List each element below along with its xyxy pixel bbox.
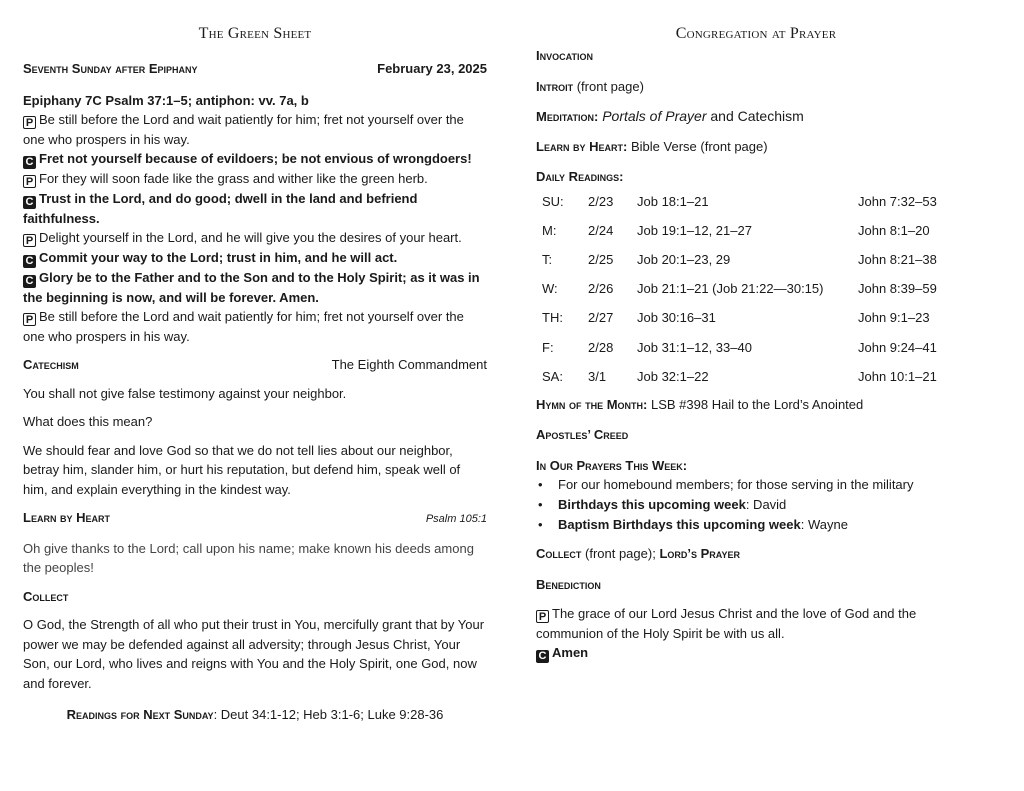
- sunday-date: February 23, 2025: [377, 61, 487, 76]
- daily-readings-label: Daily Readings:: [536, 169, 624, 184]
- reading-day: M:: [542, 222, 557, 238]
- pastor-mark-icon: P: [23, 116, 36, 129]
- reading-nt: John 9:24–41: [858, 339, 937, 355]
- prayer-item: [536, 495, 976, 515]
- collect-prayer-line: [536, 544, 976, 564]
- reading-nt: John 9:1–23: [858, 310, 930, 326]
- prayer-item-text: : Wayne: [800, 517, 848, 533]
- reading-ot: Job 30:16–31: [637, 310, 716, 326]
- reading-row: [542, 245, 968, 274]
- benediction-pastor: [536, 604, 976, 643]
- reading-date: 2/27: [588, 310, 614, 326]
- congregation-mark-icon: C: [536, 650, 549, 663]
- psalm-line-text: Be still before the Lord and wait patiently for him; fret not yourself over the one who prospers in his way.: [23, 309, 464, 344]
- psalm-line-text: Trust in the Lord, and do good; dwell in the land and befriend faithfulness.: [23, 190, 418, 226]
- prayer-item-text: For our homebound members; for those serving in the military: [558, 477, 914, 493]
- reading-ot: Job 21:1–21 (Job 21:22—30:15): [637, 281, 824, 297]
- commandment-text: You shall not give false testimony against your neighbor.: [23, 385, 347, 401]
- reading-nt: John 8:1–20: [858, 222, 930, 238]
- congregation-mark-icon: C: [23, 196, 36, 209]
- congregation-mark-icon: C: [23, 156, 36, 169]
- reading-ot: Job 32:1–22: [637, 368, 709, 384]
- introit-label: Introit: [536, 78, 574, 94]
- reading-nt: John 8:21–38: [858, 251, 937, 267]
- collect-label: Collect: [23, 588, 69, 604]
- psalm-line-text: Glory be to the Father and to the Son and to the Holy Spirit; as it was in the beginning is now, and will be forever. Amen.: [23, 269, 480, 305]
- psalm-line: [23, 228, 487, 248]
- pastor-mark-icon: P: [23, 175, 36, 188]
- reading-date: 3/1: [588, 368, 607, 384]
- catechism-question: What does this mean?: [23, 414, 153, 429]
- next-sunday-label: Readings for Next Sunday: [66, 707, 214, 722]
- invocation-label: Invocation: [536, 48, 593, 63]
- psalm-line-text: Be still before the Lord and wait patiently for him; fret not yourself over the one who prospers in his way.: [23, 112, 464, 147]
- learn-by-heart-header: [23, 508, 487, 530]
- benediction-label: Benediction: [536, 576, 601, 592]
- reading-day: F:: [542, 339, 554, 355]
- reading-row: [542, 274, 968, 303]
- psalm-line-text: For they will soon fade like the grass and wither like the green herb.: [39, 171, 428, 186]
- psalm-line-text: Delight yourself in the Lord, and he will give you the desires of your heart.: [39, 230, 462, 245]
- pastor-mark-icon: P: [23, 313, 36, 326]
- left-column: [23, 0, 487, 725]
- right-collect-label: Collect: [536, 546, 582, 562]
- introit-line: [536, 77, 976, 97]
- learn-by-heart-ref: Psalm 105:1: [425, 513, 487, 525]
- right-learn-by-heart-text: Bible Verse (front page): [627, 138, 768, 154]
- reading-nt: John 8:39–59: [858, 281, 937, 297]
- collect-text: O God, the Strength of all who put their trust in You, mercifully grant that by Your power we may be defended against all adversity; through Jesus Christ, Your Son, our Lord, who lives and reigns with You and the Holy Spirit, one God, now and forever.: [23, 617, 485, 691]
- reading-date: 2/24: [588, 222, 614, 238]
- psalm-line: [23, 189, 487, 229]
- reading-day: TH:: [542, 310, 563, 326]
- reading-day: W:: [542, 281, 558, 297]
- catechism-answer: We should fear and love God so that we do not tell lies about our neighbor, betray him, slander him, or hurt his reputation, but defend him, speak well of him, and explain everything in the kindest way.: [23, 442, 461, 497]
- psalm-line-text: Commit your way to the Lord; trust in him, and he will act.: [39, 249, 398, 265]
- reading-day: SA:: [542, 368, 563, 384]
- prayer-item-bold: Birthdays this upcoming week: [558, 497, 746, 513]
- next-sunday-text: : Deut 34:1-12; Heb 3:1-6; Luke 9:28-36: [213, 707, 444, 722]
- reading-row: [542, 332, 968, 361]
- learn-by-heart-label: Learn by Heart: [23, 510, 111, 525]
- learn-by-heart-text: Oh give thanks to the Lord; call upon his name; make known his deeds among the peoples!: [23, 540, 474, 575]
- benediction-pastor-text: The grace of our Lord Jesus Christ and the love of God and the communion of the Holy Spirit be with us all.: [536, 606, 917, 641]
- reading-ot: Job 31:1–12, 33–40: [637, 339, 752, 355]
- reading-row: [542, 216, 968, 245]
- reading-ot: Job 19:1–12, 21–27: [637, 222, 752, 238]
- reading-row: [542, 303, 968, 332]
- reading-ot: Job 18:1–21: [637, 193, 709, 209]
- psalm-line: [23, 110, 487, 149]
- pastor-mark-icon: P: [536, 610, 549, 623]
- meditation-text: and Catechism: [706, 108, 804, 124]
- daily-readings-table: [542, 187, 968, 391]
- meditation-book: Portals of Prayer: [602, 108, 707, 124]
- benediction-congregation-text: Amen: [552, 645, 589, 661]
- bullet-icon: •: [538, 477, 543, 493]
- left-title: The Green Sheet: [198, 25, 312, 42]
- psalm-line: [23, 248, 487, 268]
- psalm-line: [23, 149, 487, 169]
- reading-date: 2/28: [588, 339, 614, 355]
- reading-day: SU:: [542, 193, 564, 209]
- introit-text: (front page): [573, 78, 644, 94]
- reading-row: [542, 362, 968, 391]
- prayer-item-bold: Baptism Birthdays this upcoming week: [558, 517, 801, 533]
- bullet-icon: •: [538, 497, 543, 513]
- catechism-topic: The Eighth Commandment: [331, 357, 487, 372]
- hymn-text: LSB #398 Hail to the Lord’s Anointed: [647, 396, 864, 412]
- prayer-item: [536, 475, 976, 495]
- psalm-responsive-reading: [23, 110, 487, 346]
- right-learn-by-heart-label: Learn by Heart:: [536, 138, 628, 154]
- bullet-icon: •: [538, 517, 543, 533]
- psalm-heading: Epiphany 7C Psalm 37:1–5; antiphon: vv. 7a, b: [23, 92, 309, 108]
- right-column: [536, 0, 976, 663]
- psalm-line: [23, 169, 487, 189]
- right-collect-text: (front page);: [581, 546, 660, 562]
- psalm-line-text: Fret not yourself because of evildoers; be not envious of wrongdoers!: [39, 151, 472, 166]
- right-title: Congregation at Prayer: [675, 25, 837, 42]
- hymn-line: [536, 395, 976, 415]
- prayers-label: In Our Prayers This Week:: [536, 457, 688, 473]
- psalm-line: [23, 268, 487, 308]
- reading-nt: John 7:32–53: [858, 193, 937, 209]
- reading-date: 2/25: [588, 251, 614, 267]
- congregation-mark-icon: C: [23, 275, 36, 288]
- prayers-list: [536, 475, 976, 535]
- reading-date: 2/26: [588, 281, 614, 297]
- pastor-mark-icon: P: [23, 234, 36, 247]
- prayer-item: [536, 515, 976, 535]
- catechism-header: [23, 355, 487, 375]
- congregation-mark-icon: C: [23, 255, 36, 268]
- creed-label: Apostles’ Creed: [536, 427, 629, 443]
- prayer-item-text: : David: [745, 497, 787, 513]
- psalm-line: [23, 307, 487, 346]
- reading-nt: John 10:1–21: [858, 368, 937, 384]
- learn-by-heart-line: [536, 137, 976, 157]
- meditation-label: Meditation:: [536, 109, 599, 124]
- benediction-congregation: [536, 643, 976, 663]
- reading-date: 2/23: [588, 193, 614, 209]
- reading-row: [542, 187, 968, 216]
- reading-day: T:: [542, 251, 553, 267]
- sunday-label: Seventh Sunday after Epiphany: [23, 61, 198, 76]
- reading-ot: Job 20:1–23, 29: [637, 251, 731, 267]
- next-sunday-readings: [23, 705, 487, 725]
- lords-prayer-label: Lord’s Prayer: [659, 546, 740, 562]
- sunday-header: [23, 59, 487, 79]
- meditation-line: [536, 107, 976, 127]
- hymn-label: Hymn of the Month:: [536, 396, 648, 412]
- catechism-label: Catechism: [23, 357, 79, 372]
